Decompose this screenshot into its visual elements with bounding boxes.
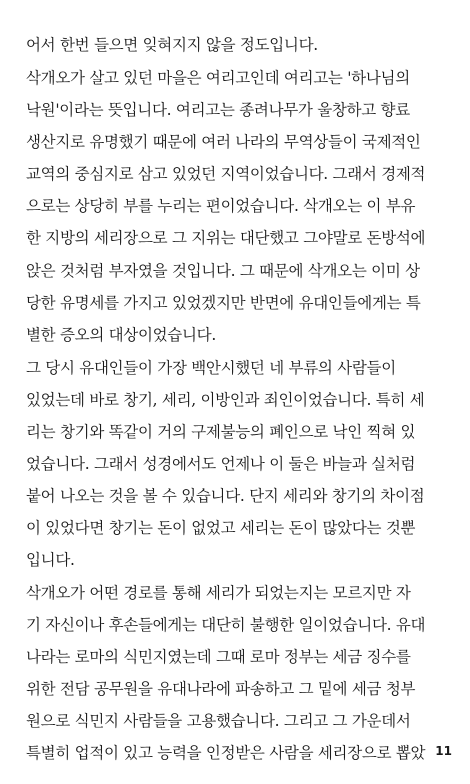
text-line: 한 지방의 세리장으로 그 지위는 대단했고 그야말로 돈방석에 (26, 229, 426, 247)
text-line: 기 자신이나 후손들에게는 대단히 불행한 일이었습니다. 유대 (26, 616, 426, 634)
text-line: 삭개오가 살고 있던 마을은 여리고인데 여리고는 '하나님의 (26, 69, 410, 87)
text-line: 생산지로 유명했기 때문에 여러 나라의 무역상들이 국제적인 (26, 133, 421, 151)
text-line: 위한 전담 공무원을 유대나라에 파송하고 그 밑에 세금 청부 (26, 680, 416, 698)
text-line: 특별히 업적이 있고 능력을 인정받은 사람을 세리장으로 뽑았 (26, 744, 426, 762)
text-line: 당한 유명세를 가지고 있었겠지만 반면에 유대인들에게는 특 (26, 294, 421, 312)
text-line: 별한 증오의 대상이었습니다. (26, 326, 216, 344)
text-line: 이 있었다면 창기는 돈이 없었고 세리는 돈이 많았다는 것뿐 (26, 519, 416, 537)
text-line: 나라는 로마의 식민지였는데 그때 로마 정부는 세금 징수를 (26, 648, 411, 666)
text-line: 삭개오가 어떤 경로를 통해 세리가 되었는지는 모르지만 자 (26, 584, 411, 602)
text-line: 낙원'이라는 뜻입니다. 여리고는 종려나무가 울창하고 향료 (26, 101, 410, 119)
text-line: 있었는데 바로 창기, 세리, 이방인과 죄인이었습니다. 특히 세 (26, 391, 425, 409)
text-line: 붙어 나오는 것을 볼 수 있습니다. 단지 세리와 창기의 차이점 (26, 487, 425, 505)
text-line: 어서 한번 들으면 잊혀지지 않을 정도입니다. (26, 36, 318, 54)
page-number: 11 (435, 744, 452, 758)
text-line: 교역의 중심지로 삼고 있었던 지역이었습니다. 그래서 경제적 (26, 165, 426, 183)
text-line: 그 당시 유대인들이 가장 백안시했던 네 부류의 사람들이 (26, 359, 396, 377)
text-line: 입니다. (26, 551, 75, 569)
text-line: 원으로 식민지 사람들을 고용했습니다. 그리고 그 가운데서 (26, 712, 411, 730)
text-line: 리는 창기와 똑같이 거의 구제불능의 폐인으로 낙인 찍혀 있 (26, 423, 416, 441)
text-line: 었습니다. 그래서 성경에서도 언제나 이 둘은 바늘과 실처럼 (26, 455, 416, 473)
text-line: 으로는 상당히 부를 누리는 편이었습니다. 삭개오는 이 부유 (26, 197, 416, 215)
text-line: 앉은 것처럼 부자였을 것입니다. 그 때문에 삭개오는 이미 상 (26, 262, 420, 280)
